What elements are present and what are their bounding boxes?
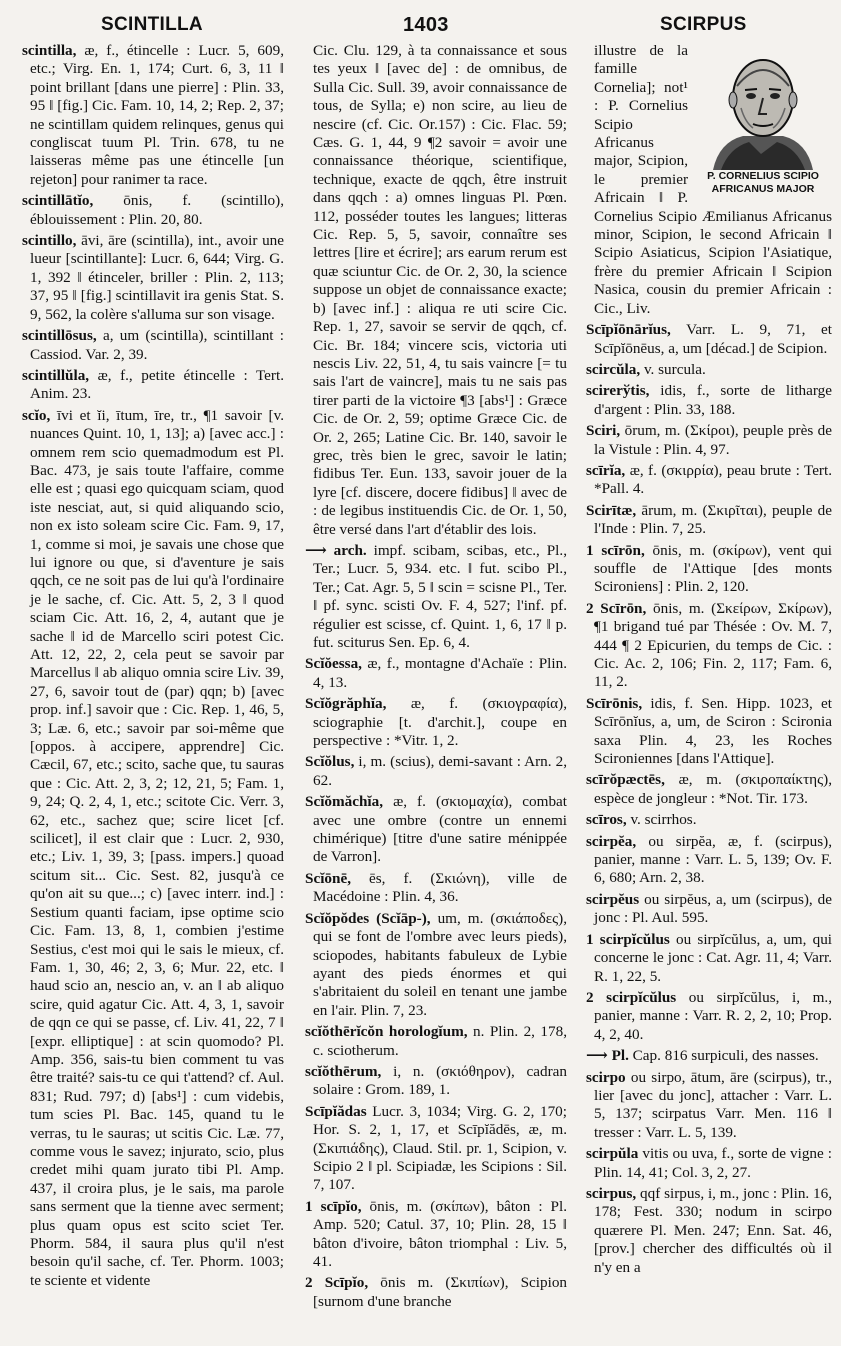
dictionary-entry bbox=[305, 542, 567, 652]
entry-headword: Scīpĭōnārĭus, bbox=[586, 321, 671, 339]
entry-definition: æ, f., petite étincelle : Tert. Anim. 23. bbox=[30, 366, 284, 403]
entry-headword: 1 scīpĭo, bbox=[305, 1197, 362, 1215]
dictionary-entry bbox=[305, 1063, 567, 1100]
dictionary-entry bbox=[586, 462, 832, 499]
entry-definition: ōnis, m. (σκίπων), bâton : Pl. Amp. 520; Catul. 37, 10; Plin. 28, 15 ‖ bâton d'ivoire, bâton triomphal : Liv. 5, 41. bbox=[313, 1197, 567, 1270]
entry-definition: vitis ou uva, f., sorte de vigne : Plin. 14, 41; Col. 3, 2, 27. bbox=[594, 1145, 832, 1181]
dictionary-entry bbox=[22, 407, 284, 1291]
entry-definition: īvi et ĭi, ītum, īre, tr., ¶1 savoir [v. nuances Quint. 10, 1, 13]; a) [avec acc.] : omnem rem scio quemadmodum est Pl. Bac. 473, je sais toute l'affaire, comme elle est ; quasi ego quicquam sciam, quod iste nesciat, aut, si quid aliquando scio, non ex isto soleam scire Cic. Fam. 9, 17, 1, comme si moi, je savais une chose que lui ignore ou que, si d'aventure je sais qqch, ce ne soit pas de lui qu'à l'ordinaire je le sache, cf. Cic. Att. 5, 2, 3 ‖ quod sciam Cic. Att. 16, 2, 4, autant que je sache ‖ id de Marcello sciri potest Cic. Att. 12, 22, 2, cela peut se savoir par Marcellus ‖ ab aliquo omnia scire Liv. 39, 27, 6, savoir tout de (par) qqn; b) [avec prop. inf.] savoir que : Cic. Rep. 1, 46, 5, 3; Læ. 6, etc.; savoir par soi-même que [oppos. à accipere, apprendre] Cic. Cæcil, 67, etc.; scito, sache que, tu sauras que : Cic. Att. 2, 3, 2; 12, 21, 5; Fam. 1, 9, 24; Q. 2, 4, 1, etc.; scitote Cic. Verr. 3, 62, etc., sachez que; scire licet [cf. scilicet], il est clair que : Lucr. 2, 930, etc.; Liv. 1, 39, 3; [pass. impers.] quoad scitum sit... Cic. Sest. 82, jusqu'à ce qu'on ait su que...; c) [avec interr. ind.] : Sestium quanti faciam, ipse optime scio Cic. Fam. 13, 8, 1, combien j'estime Sestius, c'est moi qui le sais le mieux, cf. Fam. 1, 30, 46; 2, 3, 6; Mur. 22, etc. ‖ haud scio an, nescio an, v. an ‖ ab aliquo scire, quid agatur Cic. Att. 4, 3, 1, savoir de qqn ce qui se passe, cf. Liv. 41, 22, 7 ‖ [expr. elliptique] : at scin quomodo? Pl. Amp. 356, sais-tu bien comment tu vas être traité? sais-tu ce qui t'attend? cf. Aul. 831; Rud. 797; d) [abs¹] : cum videbis, tum scies Pl. Bac. 145, quand tu le verras, tu le sauras; ut scitis Cic. Læ. 77, comme vous le savez; injurato, scio, plus credet mihi quam jurato tibi Pl. Amp. 437, il croira plus, je le sais, ma parole sans serment que la tienne avec serment; plus quam opus est scito sciet Ter. Phorm. 584, il saura plus qu'il n'est besoin qu'il sache, cf. Ter. Phorm. 1003; te sciente et vidente bbox=[30, 406, 284, 1289]
entry-definition: um, m. (σκιάποδες), qui se font de l'ombre avec leurs pieds), sciopodes, habitants fabuleux de Lybie ayant des pieds énormes et qui s'abritaient du soleil en tenant une jambe en l'air. Plin. 7, 23. bbox=[313, 909, 567, 1019]
entry-definition: ōnis, m. (σκίρων), vent qui souffle de l'Attique [des monts Scironiens] : Plin. 2, 120. bbox=[594, 541, 832, 596]
dictionary-entry bbox=[586, 1145, 832, 1182]
entry-headword: scīrĭa, bbox=[586, 461, 626, 479]
entry-headword: scĭŏthērĭcŏn horologĭum, bbox=[305, 1023, 468, 1041]
entry-definition: Cic. Clu. 129, à ta connaissance et sous tes yeux ‖ [avec de] : de omnibus, de Sulla Cic. Sull. 39, avoir connaissance de tous, de Sylla; e) non scire, au lieu de nescire (cf. Cic. Or.157) : Cic. Flac. 59; Cæs. G. 1, 44, 9 ¶2 savoir = avoir une connaissance théorique, scientifique, technique, exacte de qqch, être instruit dans qqch : a) omnes linguas Pl. Pœn. 112, posséder toutes les langues; litteras Cic. Rep. 5, 5, savoir, connaître ses lettres [lire et écrire]; ars earum rerum est quæ sciuntur Cic. de Or. 2, 30, la science suppose un objet de connaissance exacte; b) [avec inf.] : aliqua re uti scire Cic. Rep. 1, 27, savoir se servir de qqch, cf. Cic. Br. 184; vincere scis, victoria uti nescis Liv. 22, 51, 4, tu sais vaincre [= tu sais l'art de vaincre], mais tu ne sais pas tirer parti de la victoire ¶3 [abs¹] : Græce Cic. de Or. 2, 59; optime Græce Cic. de Or. 2, 265; Latine Cic. Br. 140, savoir le grec, très bien le grec, savoir le latin; fidibus Ter. Eun. 133, savoir jouer de la lyre [cf. discere, docere fidibus] ‖ avec de : de legibus instituendis Cic. de Or. 1, 50, être versé dans l'art d'établir des lois. bbox=[313, 42, 567, 538]
entry-definition: i, n. (σκιόθηρον), cadran solaire : Grom. 189, 1. bbox=[313, 1062, 567, 1099]
dictionary-entry bbox=[305, 793, 567, 867]
entry-headword: 2 Scīpĭo, bbox=[305, 1274, 369, 1292]
column-1 bbox=[22, 42, 284, 1340]
dictionary-entry bbox=[586, 382, 832, 419]
dictionary-entry bbox=[305, 695, 567, 750]
entry-headword: Scĭŏmăchĭa, bbox=[305, 793, 384, 811]
bust-engraving-icon bbox=[703, 42, 823, 170]
entry-headword: Scirītæ, bbox=[586, 501, 637, 519]
dictionary-entry bbox=[586, 1069, 832, 1143]
entry-headword: 1 scirpĭcŭlus bbox=[586, 930, 670, 948]
page-number: 1403 bbox=[403, 14, 449, 36]
dictionary-entry bbox=[305, 870, 567, 907]
entry-headword: scintillŭla, bbox=[22, 366, 90, 384]
dictionary-entry bbox=[22, 192, 284, 229]
entry-headword: scintillōsus, bbox=[22, 327, 97, 345]
entry-definition: v. scirrhos. bbox=[630, 811, 697, 829]
column-2 bbox=[305, 42, 567, 1340]
dictionary-entry bbox=[586, 811, 832, 829]
portrait-caption-line1: P. CORNELIUS SCIPIO bbox=[707, 170, 819, 182]
entry-headword: ⟶ Pl. bbox=[586, 1047, 629, 1065]
dictionary-entry bbox=[305, 1103, 567, 1195]
column-3 bbox=[586, 42, 832, 1340]
entry-definition: āvi, āre (scintilla), int., avoir une lueur [scintillante]: Lucr. 6, 644; Virg. G. 1, 392 ‖ étinceler, briller : Plin. 2, 113; 37, 95 ‖ [fig.] scintillavit ira genis Stat. S. 9, 562, la colère s'alluma sur son visage. bbox=[30, 232, 284, 323]
entry-headword: scircŭla, bbox=[586, 360, 641, 378]
dictionary-entry bbox=[305, 42, 567, 539]
entry-definition: æ, f. (σκιογραφία), sciographie [t. d'archit.], coupe en perspective : *Vitr. 1, 2. bbox=[313, 695, 567, 750]
entry-headword: scīros, bbox=[586, 811, 627, 829]
dictionary-entry bbox=[305, 753, 567, 790]
entry-definition: æ, m. (σκιροπαίκτης), espèce de jongleur : *Not. Tir. 173. bbox=[594, 771, 832, 807]
entry-headword: scīrŏpæctēs, bbox=[586, 771, 665, 789]
entry-headword: scintillo, bbox=[22, 232, 77, 250]
entry-definition: ou sirpĕa, æ, f. (scirpus), panier, manne : Varr. L. 5, 139; Ov. F. 6, 680; Arn. 2, 38. bbox=[594, 832, 832, 887]
dictionary-entry bbox=[22, 232, 284, 324]
entry-definition: impf. scibam, scibas, etc., Pl., Ter.; Lucr. 5, 934. etc. ‖ fut. scibo Pl., Ter.; Cat. Agr. 5, 5 ‖ scin = scisne Pl., Ter. ‖ pf. sync. scisti Ov. F. 4, 527; l'inf. pf. régulier est scisse, cf. Quint. 1, 6, 17 ‖ p. fut. sciturus Sen. Ep. 6, 4. bbox=[313, 541, 567, 651]
dictionary-entry bbox=[586, 695, 832, 769]
dictionary-entry bbox=[586, 361, 832, 379]
entry-definition: ēs, f. (Σκιώνη), ville de Macédoine : Plin. 4, 36. bbox=[313, 869, 567, 906]
entry-headword: scirerўtis, bbox=[586, 382, 650, 400]
dictionary-entry bbox=[586, 931, 832, 986]
entry-headword: scintilla, bbox=[22, 42, 77, 59]
dictionary-entry bbox=[305, 910, 567, 1020]
entry-headword: Scĭōnē, bbox=[305, 869, 351, 887]
entry-definition: ōnis, f. (scintillo), éblouissement : Plin. 20, 80. bbox=[30, 192, 284, 228]
dictionary-entry bbox=[305, 1023, 567, 1060]
entry-headword: Scĭŏlus, bbox=[305, 753, 355, 771]
entry-definition: Varr. L. 9, 71, et Scīpĭōnēus, a, um [décad.] de Scipion. bbox=[594, 321, 832, 357]
entry-definition: illustre de la famille Cornelia]; not¹ : P. Cornelius Scipio Africanus major, Scipion, le premier Africain ‖ P. Cornelius Scipio Æmilianus Africanus minor, Scipion, le second Africain ‖ Scipio Asiaticus, Scipion l'Asiatique, frère du premier Africain ‖ Scipion Nasica, cousin du premier Africain : Cic., Liv. bbox=[594, 42, 832, 317]
entry-definition: idis, f., sorte de litharge d'argent : Plin. 33, 188. bbox=[594, 382, 832, 418]
entry-headword: ⟶ arch. bbox=[305, 541, 367, 559]
entry-headword: scirpo bbox=[586, 1068, 626, 1086]
header-last-word: SCIRPUS bbox=[660, 14, 747, 35]
entry-headword: Scīpĭădas bbox=[305, 1102, 367, 1120]
dictionary-entry bbox=[586, 1047, 832, 1065]
entry-definition: æ, f. (σκιομαχία), combat avec une ombre (contre un ennemi chimérique) [titre d'une satire ménippée de Varron]. bbox=[313, 793, 567, 866]
header-first-word: SCINTILLA bbox=[101, 14, 203, 35]
dictionary-entry bbox=[305, 655, 567, 692]
running-header bbox=[0, 8, 841, 42]
dictionary-entry bbox=[586, 891, 832, 928]
dictionary-entry bbox=[305, 1274, 567, 1311]
dictionary-entry bbox=[22, 327, 284, 364]
entry-headword: scirpĕus bbox=[586, 890, 640, 908]
entry-definition: ōrum, m. (Σκίροι), peuple près de la Vistule : Plin. 4, 97. bbox=[594, 422, 832, 458]
entry-definition: a, um (scintilla), scintillant : Cassiod. Var. 2, 39. bbox=[30, 327, 284, 363]
entry-definition: v. surcula. bbox=[643, 360, 706, 378]
dictionary-entry bbox=[586, 833, 832, 888]
entry-headword: scĭŏthērum, bbox=[305, 1062, 382, 1080]
dictionary-entry bbox=[586, 422, 832, 459]
entry-headword: scirpĕa, bbox=[586, 832, 637, 850]
entry-definition: æ, f. (σκιρρία), peau brute : Tert. *Pall. 4. bbox=[594, 461, 832, 498]
entry-definition: ōnis m. (Σκιπίων), Scipion [surnom d'une branche bbox=[313, 1274, 567, 1310]
dictionary-entry bbox=[586, 542, 832, 597]
entry-headword: 1 scīrōn, bbox=[586, 541, 645, 559]
portrait-caption-line2: AFRICANUS MAJOR bbox=[711, 183, 815, 195]
dictionary-entry bbox=[305, 1198, 567, 1272]
entry-definition: æ, f., étincelle : Lucr. 5, 609, etc.; Virg. En. 1, 174; Curt. 6, 3, 11 ‖ point brillant [dans une pierre] : Plin. 33, 95 ‖ [fig.] Cic. Fam. 10, 14, 2; Rep. 2, 37; ne scintillam quidem relinques, genus qui congliscat tuum Pl. Trin. 678, tu ne laisseras même pas une étincelle [un rejeton] pour ranimer ta race. bbox=[30, 42, 284, 188]
entry-definition: n. Plin. 2, 178, c. sciotherum. bbox=[313, 1023, 567, 1059]
entry-definition: ārum, m. (Σκιρῖται), peuple de l'Inde : Plin. 7, 25. bbox=[594, 501, 832, 538]
dictionary-entry bbox=[22, 42, 284, 189]
entry-definition: ou sirpo, ātum, āre (scirpus), tr., lier [avec du jonc], attacher : Varr. L. 5, 137; scirpatus Varr. Men. 116 ‖ tresser : Varr. L. 5, 139. bbox=[594, 1068, 832, 1141]
entry-definition: i, m. (scius), demi-savant : Arn. 2, 62. bbox=[313, 753, 567, 789]
entry-definition: qqf sirpus, i, m., jonc : Plin. 16, 178; Fest. 330; nodum in scirpo quærere Pl. Men. 247; Enn. Sat. 46, [prov.] chercher des difficultés où il n'y en a bbox=[594, 1184, 832, 1276]
entry-headword: Scĭŏessa, bbox=[305, 655, 362, 673]
entry-headword: 2 scirpĭcŭlus bbox=[586, 988, 677, 1006]
entry-definition: ōnis, m. (Σκείρων, Σκίρων), ¶1 brigand tué par Thésée : Ov. M. 7, 444 ¶ 2 Epicurien, du temps de Cic. : Cic. Ac. 2, 106; Fin. 2, 117; Fam. 6, 11, 2. bbox=[594, 599, 832, 691]
entry-definition: ou sirpĭcŭlus, i, m., panier, manne : Varr. R. 2, 2, 10; Prop. 4, 2, 40. bbox=[594, 988, 832, 1043]
text-columns bbox=[20, 42, 832, 1340]
entry-headword: scĭo, bbox=[22, 406, 51, 424]
entry-definition: ou sirpĭcŭlus, a, um, qui concerne le jonc : Cat. Agr. 11, 4; Varr. R. 1, 22, 5. bbox=[594, 930, 832, 985]
dictionary-entry bbox=[586, 321, 832, 358]
dictionary-entry bbox=[586, 502, 832, 539]
entry-headword: 2 Scīrōn, bbox=[586, 599, 647, 617]
entry-headword: Scīrōnis, bbox=[586, 694, 643, 712]
dictionary-entry bbox=[586, 1185, 832, 1277]
entry-definition: Lucr. 3, 1034; Virg. G. 2, 170; Hor. S. 2, 1, 17, et Scīpĭădēs, æ, m. (Σκιπιάδης), Claud. Stil. pr. 1, Scipion, v. Scipio 2 ‖ pl. Scipiadæ, les Scipions : Sil. 7, 107. bbox=[313, 1102, 567, 1194]
dictionary-entry bbox=[586, 600, 832, 692]
entry-headword: Scĭŏgrăphĭa, bbox=[305, 695, 387, 713]
scipio-portrait bbox=[694, 42, 832, 196]
dictionary-entry bbox=[586, 989, 832, 1044]
entry-headword: scintillātĭo, bbox=[22, 192, 94, 210]
entry-definition: æ, f., montagne d'Achaïe : Plin. 4, 13. bbox=[313, 655, 567, 691]
entry-headword: scirpus, bbox=[586, 1184, 637, 1202]
entry-definition: ou sirpĕus, a, um (scirpus), de jonc : Pl. Aul. 595. bbox=[594, 890, 832, 927]
entry-definition: Cap. 816 surpiculi, des nasses. bbox=[632, 1047, 819, 1065]
dictionary-entry bbox=[22, 367, 284, 404]
entry-headword: Scĭŏpŏdes (Scĭāp-), bbox=[305, 909, 431, 927]
entry-headword: Sciri, bbox=[586, 422, 621, 440]
dictionary-entry bbox=[586, 771, 832, 808]
entry-definition: idis, f. Sen. Hipp. 1023, et Scīrōnĭus, a, um, de Sciron : Scironia saxa Plin. 4, 23, les Roches Scironiennes [dans l'Attique]. bbox=[594, 694, 832, 768]
entry-headword: scirpŭla bbox=[586, 1145, 639, 1163]
